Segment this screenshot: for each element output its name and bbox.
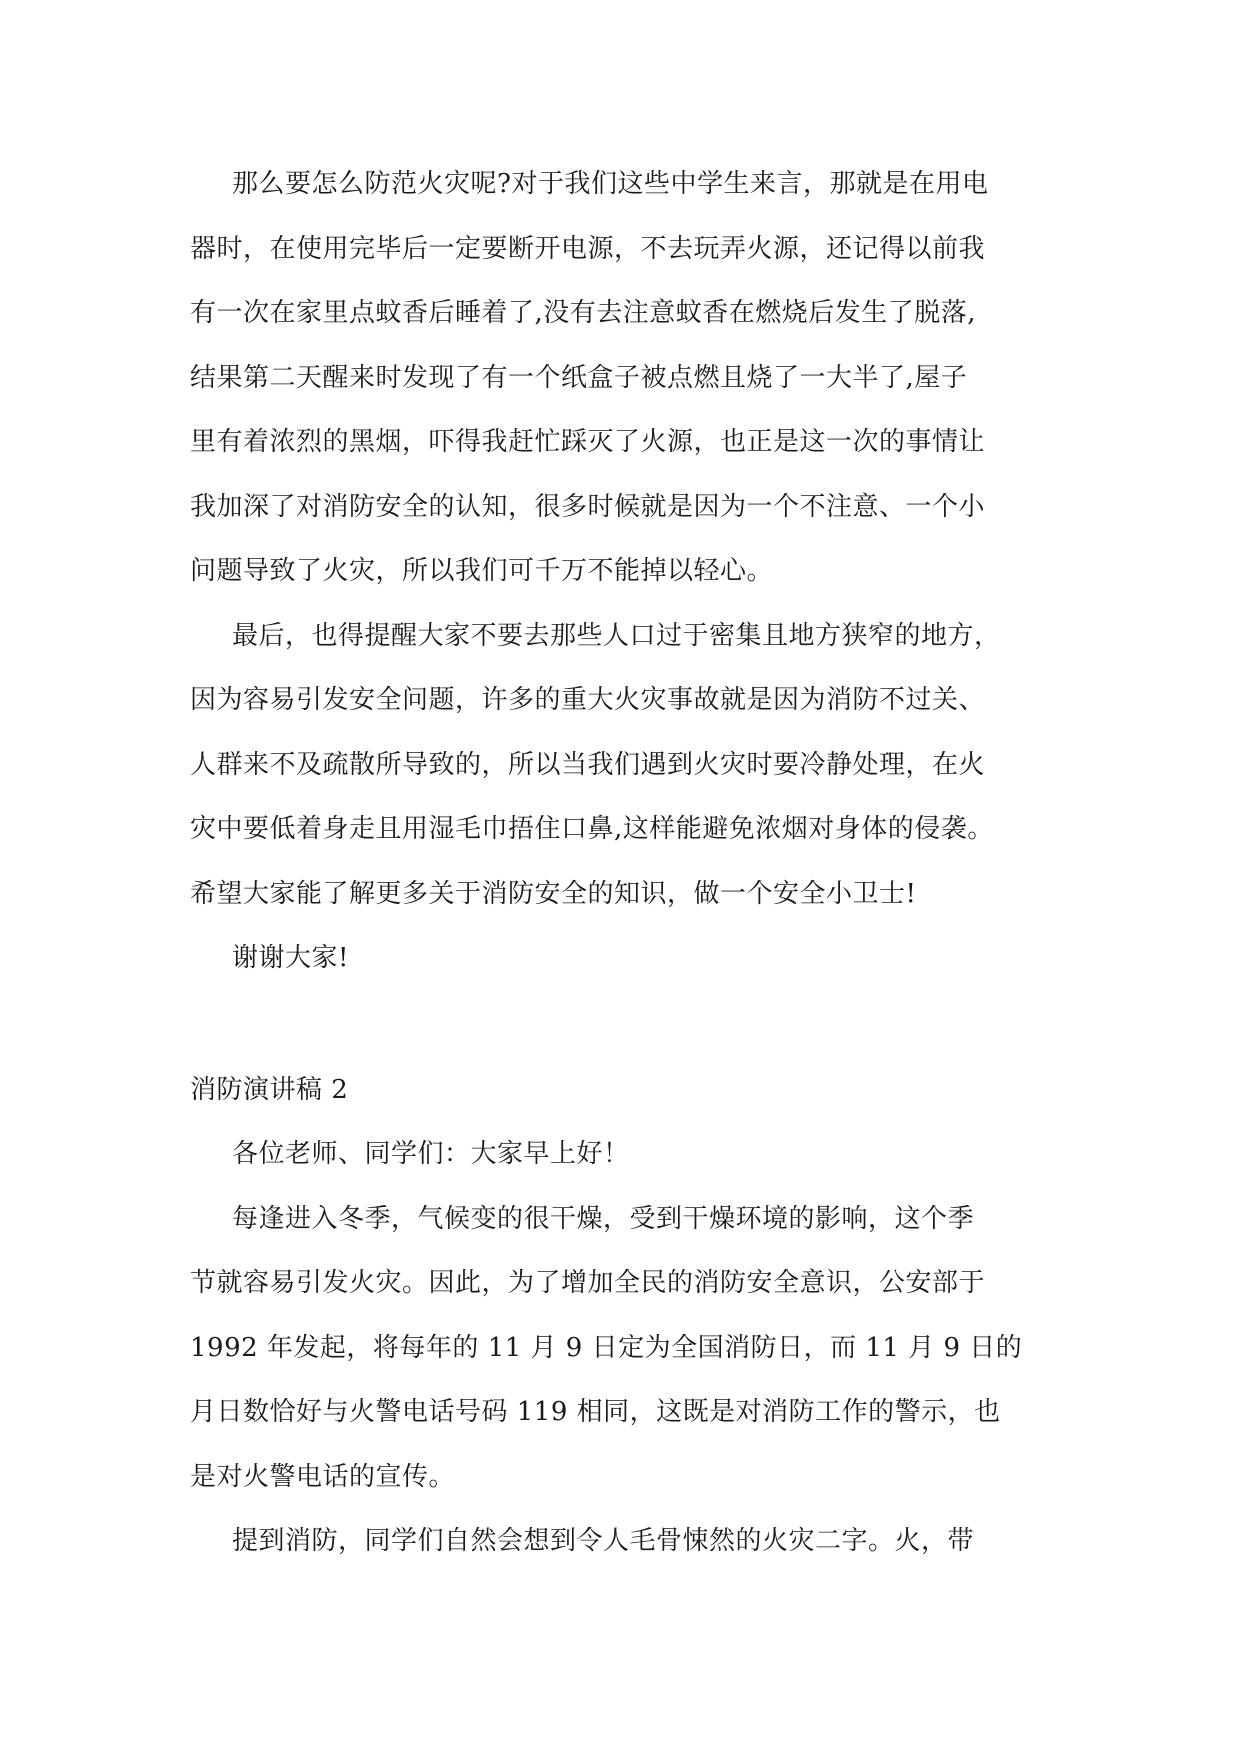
text-line: 里有着浓烈的黑烟，吓得我赶忙踩灭了火源，也正是这一次的事情让	[190, 427, 986, 457]
text-line: 提到消防，同学们自然会想到令人毛骨悚然的火灾二字。火，带	[232, 1526, 975, 1556]
text-line: 月日数恰好与火警电话号码 119 相同，这既是对消防工作的警示，也	[190, 1397, 1001, 1427]
text-line: 希望大家能了解更多关于消防安全的知识，做一个安全小卫士!	[190, 878, 917, 909]
text-line: 因为容易引发安全问题，许多的重大火灾事故就是因为消防不过关、	[190, 685, 986, 715]
text-line: 我加深了对消防安全的认知，很多时候就是因为一个不注意、一个小	[190, 491, 986, 522]
text-line: 每逢进入冬季，气候变的很干燥，受到干燥环境的影响，这个季	[232, 1203, 975, 1234]
section-1-body	[190, 152, 1070, 991]
text-line: 结果第二天醒来时发现了有一个纸盒子被点燃且烧了一大半了,屋子	[190, 362, 968, 393]
text-line: 1992 年发起，将每年的 11 月 9 日定为全国消防日，而 11 月 9 日的	[190, 1332, 1023, 1363]
text-line: 是对火警电话的宣传。	[190, 1461, 456, 1492]
text-line: 那么要怎么防范火灾呢?对于我们这些中学生来言，那就是在用电	[232, 169, 989, 199]
text-line: 最后，也得提醒大家不要去那些人口过于密集且地方狭窄的地方，	[232, 620, 1001, 651]
text-line: 灾中要低着身走且用湿毛巾捂住口鼻,这样能避免浓烟对身体的侵袭。	[190, 814, 994, 844]
text-line: 人群来不及疏散所导致的，所以当我们遇到火灾时要冷静处理，在火	[190, 749, 986, 780]
greeting-line: 各位老师、同学们：大家早上好！	[232, 1139, 630, 1169]
text-line: 器时，在使用完毕后一定要断开电源，不去玩弄火源，还记得以前我	[190, 233, 986, 264]
section-heading: 消防演讲稿 2	[190, 1075, 349, 1105]
text-line: 有一次在家里点蚊香后睡着了,没有去注意蚊香在燃烧后发生了脱落,	[190, 298, 977, 328]
section-2-body	[190, 1122, 1070, 1574]
text-line: 问题导致了火灾，所以我们可千万不能掉以轻心。	[190, 556, 774, 586]
closing-line: 谢谢大家!	[232, 943, 349, 973]
text-line: 节就容易引发火灾。因此，为了增加全民的消防安全意识，公安部于	[190, 1268, 986, 1298]
